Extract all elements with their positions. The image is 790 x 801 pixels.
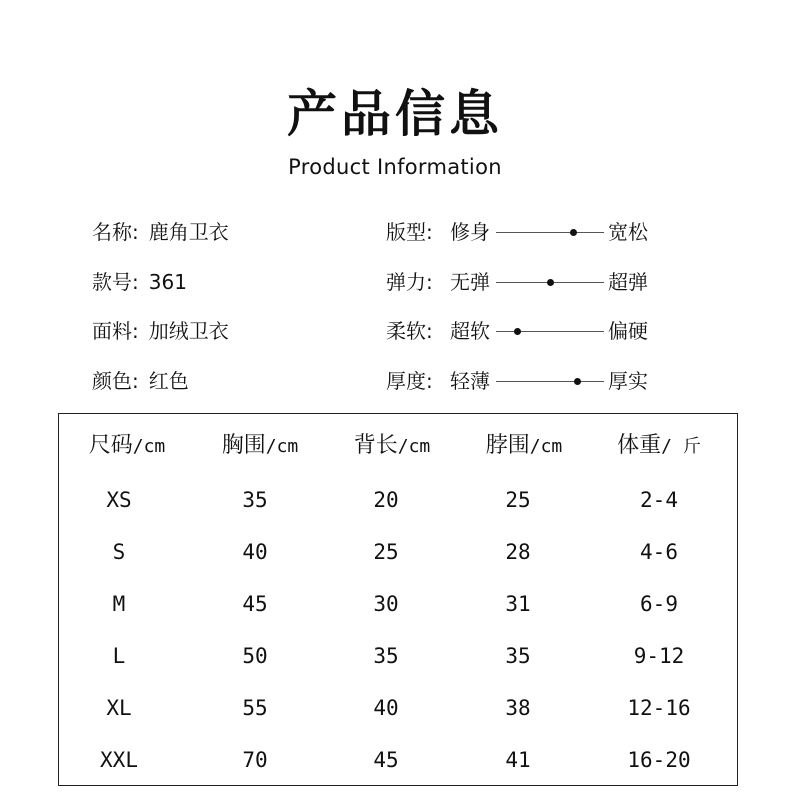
scale-indicator-dot [574, 378, 581, 385]
info-label: 名称: [92, 220, 139, 244]
info-label: 颜色: [92, 369, 139, 393]
table-cell: 6-9 [640, 592, 678, 616]
table-header-chest: 胸围/cm [221, 433, 299, 458]
table-cell: 35 [242, 488, 268, 512]
scale-label: 版型: [386, 220, 433, 244]
table-cell: S [112, 540, 126, 564]
table-cell: XS [106, 488, 132, 512]
info-value: 鹿角卫衣 [148, 220, 229, 244]
table-header-neck: 脖围/cm [485, 433, 563, 458]
scale-softness [386, 317, 686, 345]
info-name [92, 218, 229, 246]
scale-label: 柔软: [386, 319, 433, 343]
table-header-size: 尺码/cm [88, 433, 166, 458]
page-subtitle: Product Information [288, 155, 502, 179]
scale-elasticity [386, 268, 686, 296]
scale-low-label: 无弹 [450, 270, 490, 294]
size-table [58, 413, 738, 786]
table-cell: 40 [373, 696, 399, 720]
table-cell: 40 [242, 540, 268, 564]
scale-high-label: 偏硬 [608, 319, 648, 343]
table-cell: 55 [242, 696, 268, 720]
info-value: 红色 [148, 369, 189, 393]
scale-track [496, 232, 604, 233]
scale-track [496, 282, 604, 283]
scale-low-label: 修身 [450, 220, 490, 244]
scale-indicator-dot [514, 328, 521, 335]
table-cell: 28 [505, 540, 531, 564]
table-cell: 25 [505, 488, 531, 512]
table-cell: 30 [373, 592, 399, 616]
scale-low-label: 轻薄 [450, 369, 490, 393]
table-cell: L [112, 644, 126, 668]
info-label: 款号: [92, 270, 139, 294]
table-cell: 16-20 [627, 748, 691, 772]
table-cell: 9-12 [633, 644, 685, 668]
table-cell: 38 [505, 696, 531, 720]
scale-indicator-dot [570, 229, 577, 236]
scale-fit [386, 218, 686, 246]
table-cell: 4-6 [640, 540, 678, 564]
info-color [92, 367, 189, 395]
table-cell: 70 [242, 748, 268, 772]
table-cell: M [112, 592, 126, 616]
info-value: 361 [148, 270, 187, 294]
scale-indicator-dot [547, 279, 554, 286]
info-style-number [92, 268, 187, 296]
table-cell: 20 [373, 488, 399, 512]
scale-high-label: 超弹 [608, 270, 648, 294]
scale-high-label: 厚实 [608, 369, 648, 393]
scale-label: 弹力: [386, 270, 433, 294]
scale-label: 厚度: [386, 369, 433, 393]
scale-track [496, 381, 604, 382]
scale-high-label: 宽松 [608, 220, 648, 244]
scale-track [496, 331, 604, 332]
table-cell: 50 [242, 644, 268, 668]
table-cell: 45 [242, 592, 268, 616]
table-cell: 41 [505, 748, 531, 772]
table-cell: 35 [373, 644, 399, 668]
scale-thickness [386, 367, 686, 395]
table-cell: XXL [100, 748, 138, 772]
table-cell: XL [106, 696, 132, 720]
info-label: 面料: [92, 319, 139, 343]
table-header-weight: 体重/ 斤 [617, 433, 701, 458]
info-value: 加绒卫衣 [148, 319, 229, 343]
table-cell: 25 [373, 540, 399, 564]
table-header-back-length: 背长/cm [353, 433, 431, 458]
table-cell: 45 [373, 748, 399, 772]
table-cell: 12-16 [627, 696, 691, 720]
table-cell: 31 [505, 592, 531, 616]
scale-low-label: 超软 [450, 319, 490, 343]
info-fabric [92, 317, 229, 345]
page-title: 产品信息 [287, 85, 503, 143]
table-cell: 2-4 [640, 488, 678, 512]
table-cell: 35 [505, 644, 531, 668]
